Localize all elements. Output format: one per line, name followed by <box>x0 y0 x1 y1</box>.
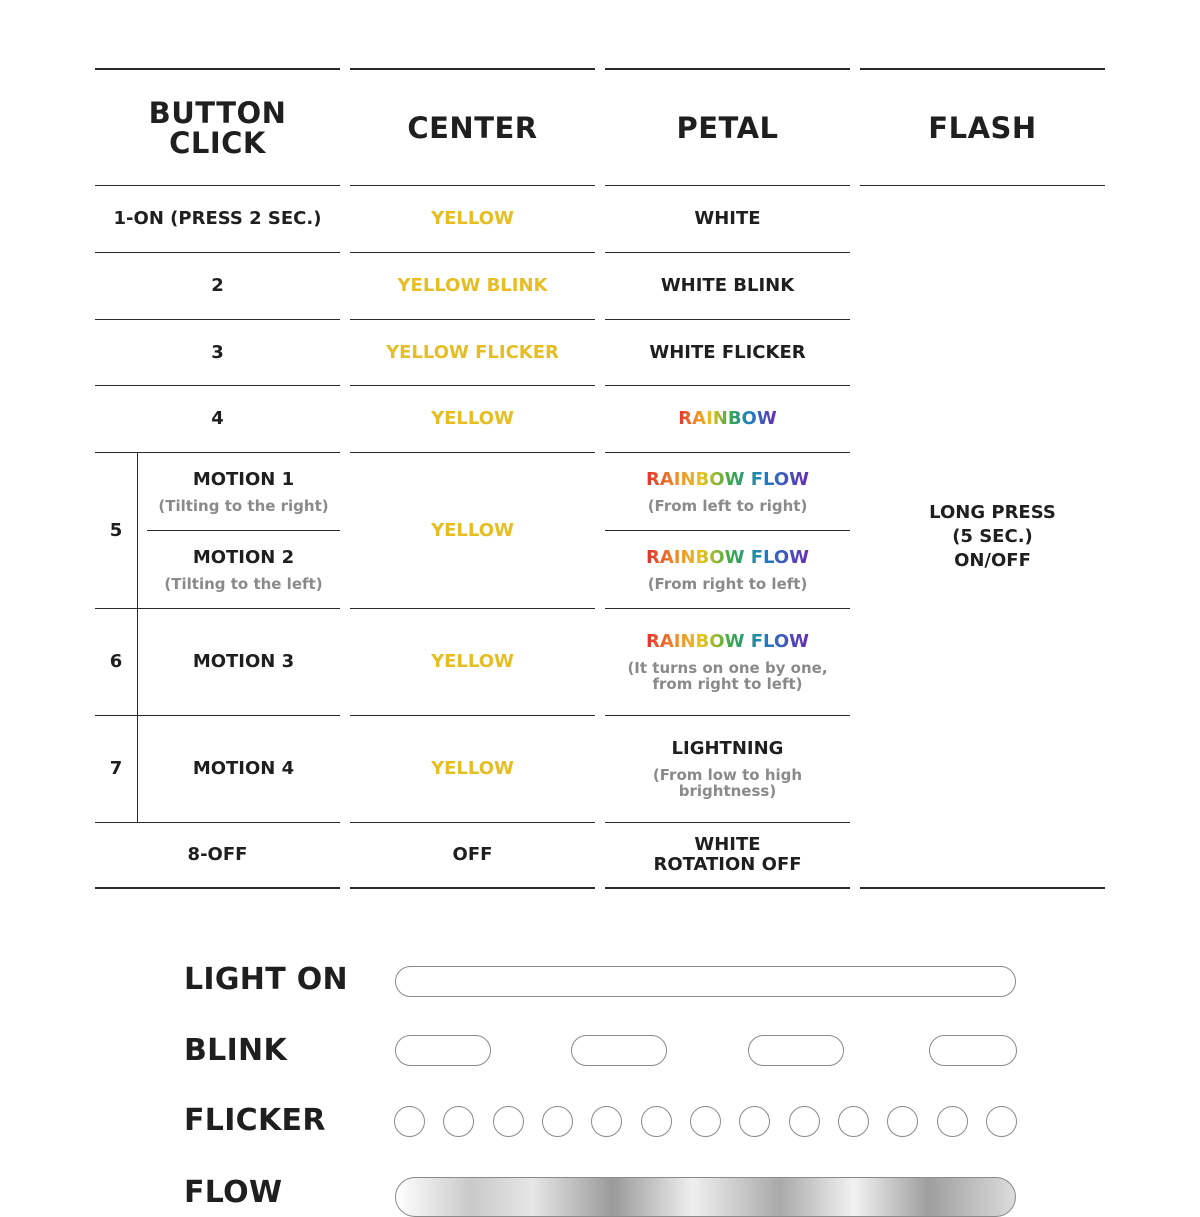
row6-motion: MOTION 3 <box>192 651 295 672</box>
legend-flicker-label: FLICKER <box>184 1103 326 1138</box>
legend-flicker-dot <box>887 1106 918 1137</box>
row4-petal-rainbow: RAINBOW <box>678 408 777 429</box>
row7-click: 7 <box>109 758 123 779</box>
row5-center: YELLOW <box>431 519 514 541</box>
legend-flicker-dot <box>443 1106 474 1137</box>
row3-center: YELLOW FLICKER <box>386 341 559 363</box>
row7-center: YELLOW <box>431 758 514 779</box>
legend-flicker-dot <box>937 1106 968 1137</box>
row5-motion1-label: MOTION 1 <box>192 468 295 490</box>
row7-petal-sub: (From low to high brightness) <box>652 766 803 800</box>
header-flash: FLASH <box>928 110 1037 145</box>
legend-blink-segment <box>748 1035 844 1066</box>
rule-bottom-col4 <box>860 887 1105 889</box>
row3-click: 3 <box>211 341 224 363</box>
row5-motion2-petal-sub: (From right to left) <box>647 574 808 593</box>
row5-motion2 <box>147 531 340 608</box>
row3-petal: WHITE FLICKER <box>649 341 806 363</box>
row5-motion1-petal-rainbow: RAINBOW FLOW <box>646 468 809 490</box>
row2-click: 2 <box>211 275 224 296</box>
row7-motion: MOTION 4 <box>192 758 295 779</box>
row6-click: 6 <box>109 651 123 672</box>
row1-click: 1-ON (PRESS 2 SEC.) <box>113 208 322 229</box>
rule-bottom-col3 <box>605 887 850 889</box>
header-petal: PETAL <box>676 110 779 145</box>
header-center: CENTER <box>407 110 538 145</box>
legend-flow-label: FLOW <box>184 1175 283 1210</box>
flash-instructions: LONG PRESS (5 SEC.) ON/OFF <box>929 501 1056 571</box>
legend-flicker-dot <box>739 1106 770 1137</box>
legend-flicker-dot <box>493 1106 524 1137</box>
legend-flicker-dot <box>986 1106 1017 1137</box>
row4-petal <box>605 386 850 452</box>
legend-blink-segment <box>571 1035 667 1066</box>
legend-flicker-dot <box>542 1106 573 1137</box>
row5-motion1-petal <box>605 453 850 530</box>
legend-flicker-dot <box>789 1106 820 1137</box>
legend-flicker-dot <box>690 1106 721 1137</box>
legend-light-on-bar <box>395 966 1016 997</box>
legend-blink-segment <box>395 1035 491 1066</box>
row8-center: OFF <box>452 844 493 865</box>
row5-motion1 <box>147 453 340 530</box>
row6-center: YELLOW <box>431 651 514 672</box>
legend-flicker-dot <box>838 1106 869 1137</box>
rule-bottom-col1 <box>95 887 340 889</box>
row5-motion2-petal-rainbow: RAINBOW FLOW <box>646 546 809 568</box>
row5-motion1-sub: (Tilting to the right) <box>158 496 329 515</box>
rule-bottom-col2 <box>350 887 595 889</box>
row5-motion2-sub: (Tilting to the left) <box>164 574 323 593</box>
row4-click: 4 <box>211 408 224 429</box>
rule-vertical-motion <box>137 452 138 822</box>
legend-light-on-label: LIGHT ON <box>184 962 348 997</box>
row6-petal-rainbow: RAINBOW FLOW <box>646 631 809 652</box>
row8-petal: WHITE ROTATION OFF <box>653 834 802 875</box>
row8-click: 8-OFF <box>187 844 248 865</box>
row1-petal: WHITE <box>694 208 761 229</box>
header-button-click: BUTTON CLICK <box>148 95 287 160</box>
row4-center: YELLOW <box>431 408 514 429</box>
row7-petal-label: LIGHTNING <box>671 738 784 759</box>
row5-motion2-label: MOTION 2 <box>192 546 295 568</box>
row2-petal: WHITE BLINK <box>660 275 795 296</box>
legend-blink-label: BLINK <box>184 1033 287 1068</box>
row7-petal <box>605 716 850 822</box>
row5-motion1-petal-sub: (From left to right) <box>647 496 808 515</box>
legend-flow-bar <box>395 1177 1016 1217</box>
row2-center: YELLOW BLINK <box>397 275 548 296</box>
row1-center: YELLOW <box>431 208 514 229</box>
row6-petal-sub: (It turns on one by one, from right to left) <box>627 659 828 693</box>
legend-flicker-dot <box>641 1106 672 1137</box>
row5-motion2-petal <box>605 531 850 608</box>
row6-petal <box>605 609 850 715</box>
legend-flicker-dot <box>394 1106 425 1137</box>
row5-click: 5 <box>109 519 123 541</box>
legend-blink-segment <box>929 1035 1017 1066</box>
legend-flicker-dot <box>591 1106 622 1137</box>
